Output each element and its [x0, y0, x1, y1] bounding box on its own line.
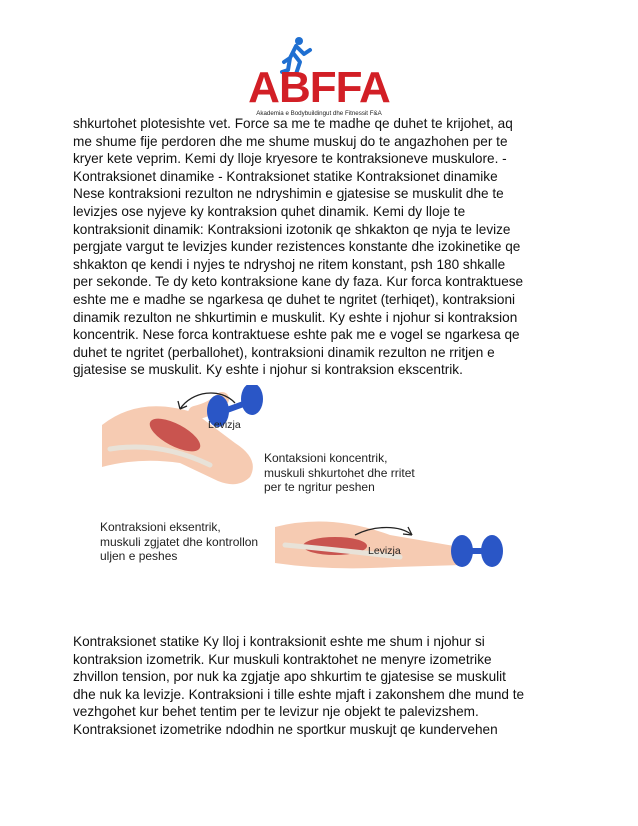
text-line: per sekonde. Te dy keto kontraksione kane dy faza. Kur forca kontraktuese	[73, 274, 524, 290]
text-line: kontraksionit dinamik: Kontraksioni izotonik qe shkakton qe nyja te levize	[73, 221, 511, 237]
text-line: levizjes ose nyjeve ky kontraksion quhet dinamik. Kemi dy lloje te	[73, 203, 466, 219]
text-line: kontraksion izometrik. Kur muskuli kontraktohet ne menyre izometrike	[73, 651, 492, 667]
caption-line: uljen e peshes	[100, 549, 178, 563]
text-line: kryer kete veprim. Kemi dy lloje kryesore te kontraksioneve muskulore. -	[73, 151, 507, 167]
dumbbell-icon	[451, 535, 503, 567]
concentric-caption	[264, 451, 415, 495]
movement-label: Levizja	[208, 419, 241, 431]
text-line: duhet te ngritet (perballohet), kontraksioni dinamik rezulton ne rritjen e	[73, 344, 495, 360]
movement-label: Levizja	[368, 545, 401, 557]
caption-line: Kontaksioni koncentrik,	[264, 451, 388, 465]
caption-line: Kontraksioni eksentrik,	[100, 520, 221, 534]
caption-line: muskuli shkurtohet dhe rritet	[264, 465, 415, 480]
text-line: vezhgohet kur behet tentim per te levizur nje objekt te palevizshem.	[73, 704, 479, 720]
text-line: eshte me e madhe se ngarkesa qe duhet te ngritet (terhiqet), kontraksioni	[73, 291, 516, 307]
text-line: shkurtohet plotesishte vet. Force sa me te madhe qe duhet te krijohet, aq	[73, 116, 513, 131]
body-paragraph-1	[73, 115, 573, 379]
caption-line: per te ngritur peshen	[264, 480, 375, 494]
text-line: Kontraksionet statike Ky lloj i kontraksionit eshte me shum i njohur si	[73, 634, 485, 649]
text-line: Nese kontraksioni rezulton ne ndryshimin e gjatesise se muskulit dhe te	[73, 186, 504, 202]
muscle-contraction-figure	[100, 385, 520, 585]
text-line: Kontraksionet izometrike ndodhin ne sportkur muskujt qe kundervehen	[73, 721, 498, 737]
logo-subtitle: Akademia e Bodybuildingut dhe Fitnessit F&A	[256, 110, 382, 117]
text-line: me shume fije perdoren dhe me shume muskuj do te angazhohen per te	[73, 133, 508, 149]
text-line: zhvillon tension, por nuk ka zgjatje apo shkurtim te gjatesise se muskulit	[73, 669, 506, 685]
text-line: shkakton qe kendi i nyjes te ndryshoj ne ritem konstant, psh 180 shkalle	[73, 256, 506, 272]
body-paragraph-2	[73, 633, 573, 739]
text-line: dinamik rezulton ne shkurtimin e muskulit. Ky eshte i njohur si kontraksion	[73, 309, 518, 325]
logo-wordmark: ABFFA	[248, 63, 390, 112]
text-line: pergjate vargut te levizjes kunder rezistences konstante dhe izokinetike qe	[73, 239, 521, 255]
caption-line: muskuli zgjatet dhe kontrollon	[100, 534, 259, 549]
eccentric-caption	[100, 520, 258, 564]
text-line: Kontraksionet dinamike - Kontraksionet statike Kontraksionet dinamike	[73, 168, 498, 184]
text-line: gjatesise se muskulit. Ky eshte i njohur si kontraksion ekscentrik.	[73, 362, 463, 378]
text-line: dhe nuk ka levizje. Kontraksioni i tille eshte mjaft i zakonshem dhe mund te	[73, 686, 525, 702]
abffa-logo	[246, 36, 392, 116]
text-line: koncentrik. Nese forca kontraktuese eshte pak me e vogel se ngarkesa qe	[73, 327, 520, 343]
